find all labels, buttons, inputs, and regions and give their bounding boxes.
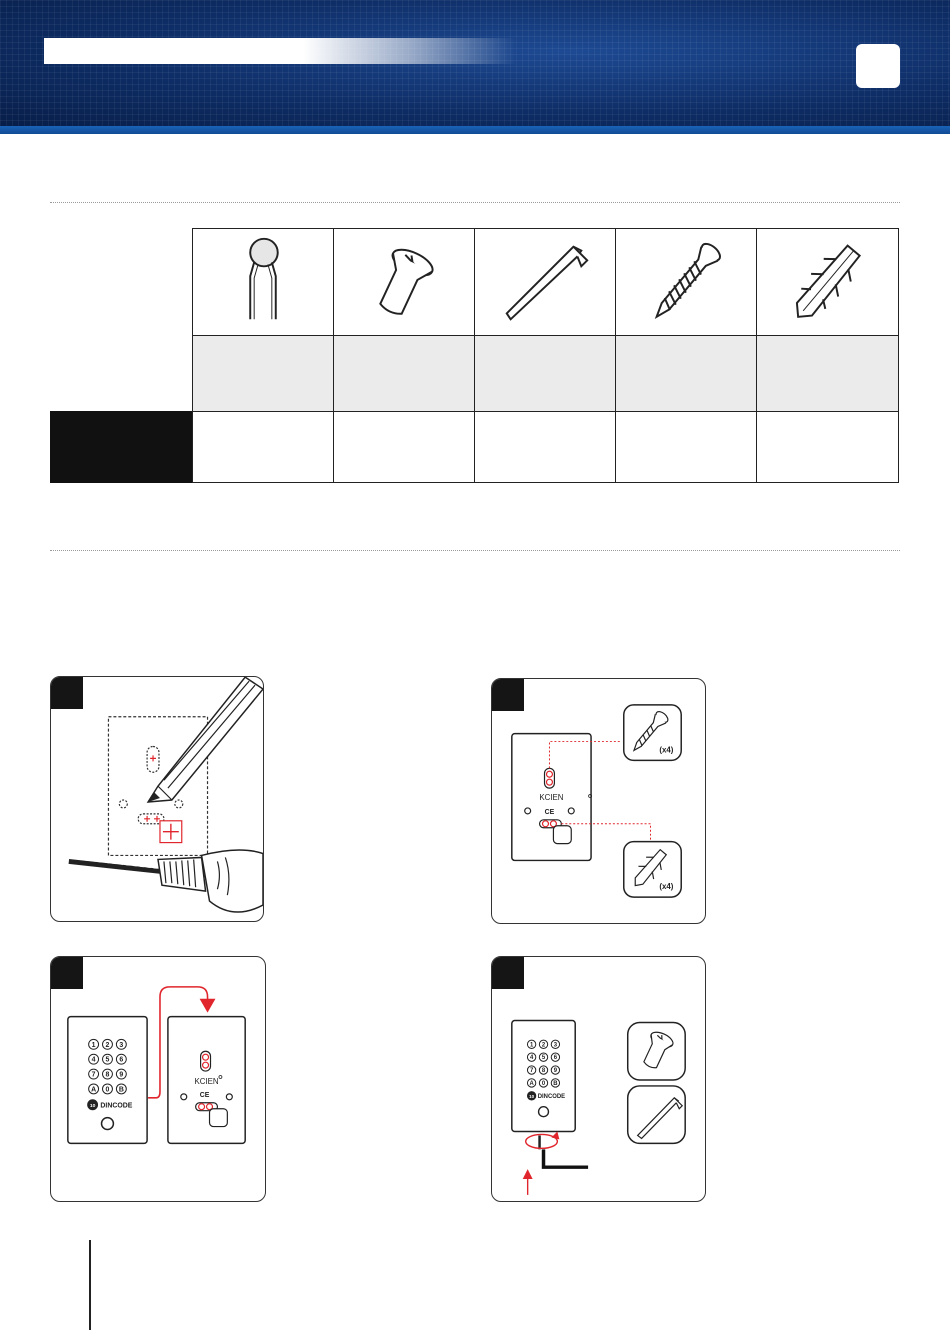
part-qty-hex-key [474,411,616,483]
keypad-key: 5 [541,1055,546,1062]
part-cell-countersunk-screw [333,228,475,336]
keypad-key: 0 [105,1086,110,1094]
keypad-key: 8 [105,1071,110,1079]
brand-text: KCIEN [194,1076,219,1086]
mark-and-drill-illustration [51,677,263,921]
keypad-key: 9 [553,1068,558,1075]
wood-screw-icon [616,229,756,335]
step-2-fix-back-plate [491,678,706,924]
attach-keypad-illustration [51,957,265,1201]
section-divider [50,202,900,203]
wall-plug-icon [757,229,898,335]
part-name-wood-screw [615,335,757,412]
hex-key-icon [475,229,615,335]
keypad-key: 8 [541,1068,546,1075]
keypad-key: B [553,1080,558,1087]
part-name-wall-plug [756,335,899,412]
keypad-key: 2 [541,1042,546,1049]
ce-mark: CE [544,808,555,816]
part-name-varistor [192,335,334,412]
part-cell-wall-plug [756,228,899,336]
quantity-row-label [50,411,192,483]
keypad-key: 0 [541,1080,546,1087]
page-number-badge [856,44,900,88]
keypad-brand: DINCODE [100,1102,133,1110]
keypad-key: 10 [529,1093,535,1099]
keypad-key: 1 [91,1041,96,1049]
step-4-tighten-screw [491,956,706,1202]
keypad-key: A [529,1080,534,1087]
keypad-key: 4 [529,1055,534,1062]
keypad-key: 6 [553,1055,558,1062]
part-qty-wood-screw [615,411,757,483]
ce-mark: CE [199,1091,210,1099]
part-qty-wall-plug [756,411,899,483]
keypad-key: 1 [529,1042,534,1049]
keypad-key: 9 [119,1071,124,1079]
margin-rule [89,1240,91,1330]
keypad-key: 3 [553,1042,558,1049]
keypad-key: 6 [119,1056,124,1064]
part-qty-varistor [192,411,334,483]
part-qty-countersunk-screw [333,411,475,483]
brand-text: KCIEN [539,793,564,803]
quantity-label: (x4) [659,882,674,892]
keypad-key: A [91,1086,97,1094]
part-cell-hex-key [474,228,616,336]
keypad-key: 7 [529,1068,534,1075]
keypad-key: 4 [91,1056,96,1064]
part-cell-wood-screw [615,228,757,336]
varistor-icon [193,229,333,335]
step-3-attach-keypad [50,956,266,1202]
step-1-mark-and-drill [50,676,264,922]
part-name-countersunk-screw [333,335,475,412]
part-name-hex-key [474,335,616,412]
keypad-key: 3 [119,1041,124,1049]
back-plate-illustration [492,679,705,923]
page-header [0,0,950,130]
tighten-screw-illustration [492,957,705,1201]
keypad-key: 7 [91,1071,96,1079]
countersunk-screw-icon [334,229,474,335]
section-title-bar [44,38,516,64]
keypad-brand: DINCODE [537,1093,566,1100]
keypad-key: 5 [105,1056,110,1064]
part-cell-varistor [192,228,334,336]
quantity-label: (x4) [659,745,674,755]
keypad-key: 2 [105,1041,110,1049]
keypad-key: 10 [89,1104,96,1110]
keypad-key: B [118,1086,124,1094]
section-divider [50,550,900,551]
header-underline [0,126,950,134]
parts-table [50,228,899,483]
